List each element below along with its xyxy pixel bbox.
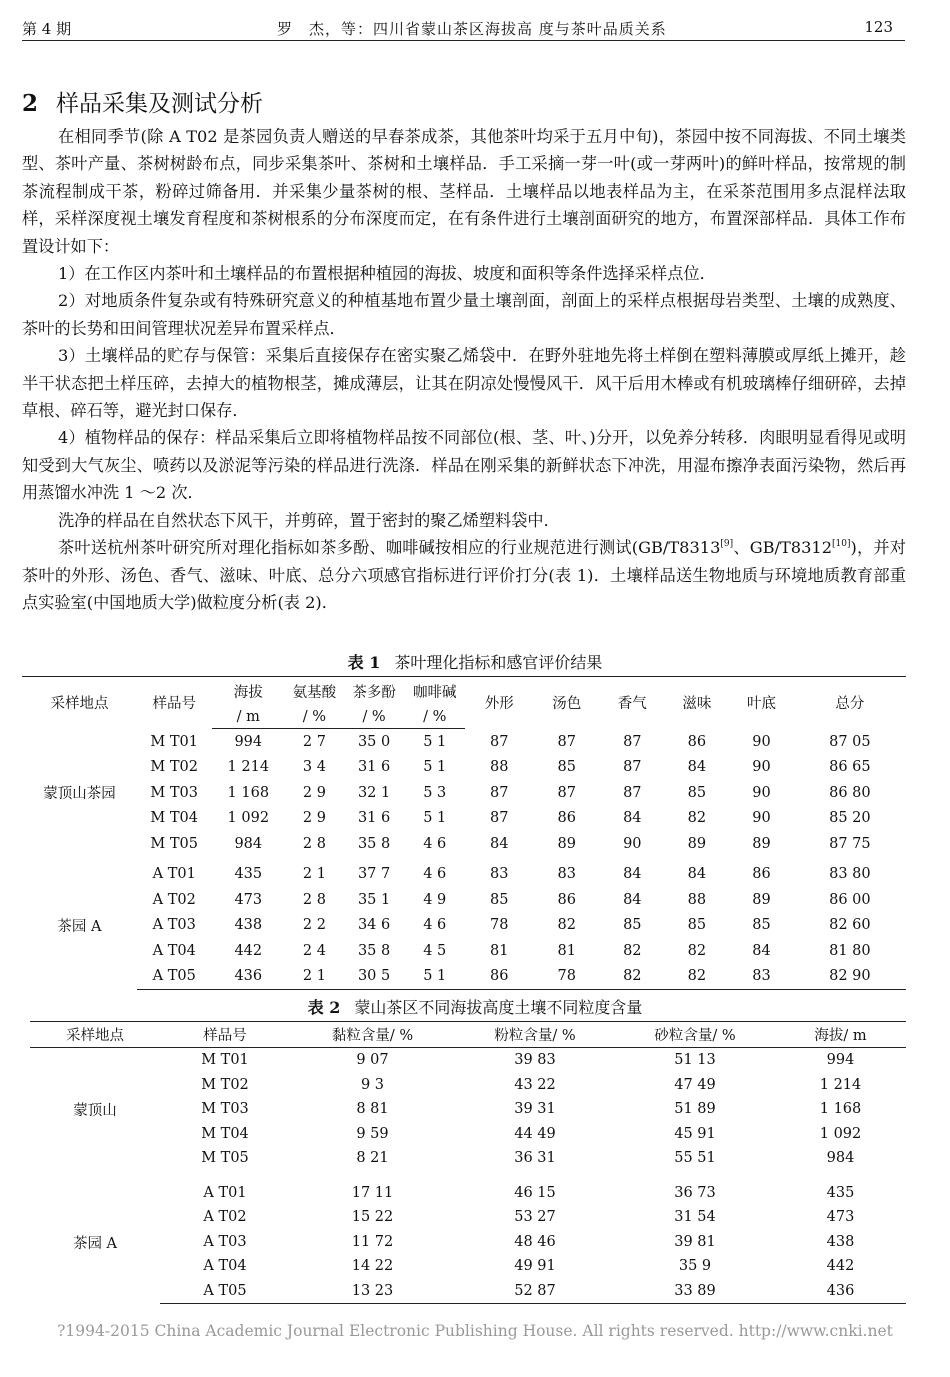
value-cell: 85 [557,759,576,776]
value-cell: 435 [826,1184,855,1201]
sample-id-cell: A T02 [152,891,196,908]
value-cell: 31 6 [357,810,391,827]
value-cell: 2 8 [302,835,326,852]
value-cell: 49 91 [514,1258,556,1275]
value-cell: 4 6 [423,835,447,852]
table-row [30,1254,906,1279]
value-cell: 55 51 [674,1150,716,1167]
value-cell: 442 [826,1258,855,1275]
sample-id-cell: M T05 [150,835,198,852]
table-row [22,780,906,806]
table-row [30,1279,906,1304]
value-cell: 2 4 [302,942,326,959]
citation[interactable]: [9] [720,539,734,550]
value-cell: 35 8 [357,835,391,852]
table2-label: 表 2 [307,998,341,1017]
value-cell: 13 23 [290,1279,455,1304]
value-cell: 84 [752,942,771,959]
value-cell: 81 [557,942,576,959]
value-cell: 39 83 [514,1052,556,1069]
citation[interactable]: [10] [832,539,851,550]
sample-id-cell: M T03 [201,1101,249,1118]
value-cell: 90 [623,835,642,852]
sample-id-cell: A T05 [160,1279,290,1304]
value-cell: 86 [557,891,576,908]
value-cell: 84 [687,866,707,883]
value-cell: 83 80 [829,866,871,883]
value-cell: 473 [826,1209,855,1226]
value-cell: 86 [465,964,533,990]
value-cell: 78 [490,917,509,934]
table-row [30,1048,906,1073]
value-cell: 89 [752,891,771,908]
value-cell: 8 81 [356,1101,389,1118]
value-cell: 53 27 [514,1209,556,1226]
value-cell: 46 15 [514,1184,556,1201]
value-cell: 1 092 [819,1125,862,1142]
value-cell: 5 3 [423,784,447,801]
value-cell: 90 [752,810,771,827]
col-header-aroma: 香气 [600,677,665,729]
value-cell: 4 6 [423,917,447,934]
paragraph: 洗净的样品在自然状态下风干，并剪碎，置于密封的聚乙烯塑料袋中． [58,510,560,530]
value-cell: 35 0 [357,733,391,750]
value-cell: 87 [490,784,509,801]
value-cell: 82 [600,964,665,990]
value-cell: 84 [623,866,642,883]
col-header-soup-color: 汤色 [533,677,600,729]
value-cell: 87 [623,784,642,801]
table-row [22,887,906,913]
col-header-leaf-bottom: 叶底 [729,677,794,729]
col-header-caffeine: 咖啡碱 [404,677,465,707]
section-heading [22,85,263,118]
col-header-clay: 黏粒含量/ % [290,1022,455,1048]
paragraph: 2）对地质条件复杂或有特殊研究意义的种植基地布置少量土壤剖面，剖面上的采样点根据母岩类型、土壤的成熟度、茶叶的长势和田间管理状况差异布置采样点． [22,291,906,338]
value-cell: 84 [687,759,707,776]
value-cell: 78 [533,964,600,990]
value-cell: 1 214 [227,759,270,776]
value-cell: 994 [234,733,263,750]
value-cell: 85 [752,917,771,934]
table1 [22,676,906,990]
value-cell: 87 [623,733,642,750]
value-cell: 438 [234,917,263,934]
table2-title: 蒙山茶区不同海拔高度土壤不同粒度含量 [354,998,643,1017]
table-row [30,1230,906,1255]
table1-body [22,729,906,990]
table2-caption [0,995,950,1018]
table-row [30,1205,906,1230]
paragraph-text: )，并对茶叶的外形、汤色、香气、滋味、叶底、总分六项感官指标进行评价打分(表 1)．土壤样品送生物地质与环境地质教育部重点实验室(中国地质大学)做粒度分析(表 2)． [22,538,906,612]
value-cell: 984 [234,835,263,852]
sample-id-cell: A T05 [137,964,212,990]
table-row [22,806,906,832]
table-row [22,831,906,857]
value-cell: 82 [687,942,707,959]
value-cell: 5 1 [423,733,447,750]
value-cell: 9 07 [356,1052,389,1069]
value-cell: 8 21 [356,1150,389,1167]
sample-id-cell: M T04 [150,810,198,827]
paragraph: 1）在工作区内茶叶和土壤样品的布置根据种植园的海拔、坡度和面积等条件选择采样点位． [58,264,716,284]
table-row [30,1181,906,1206]
sample-id-cell: A T04 [203,1258,247,1275]
value-cell: 87 [490,733,509,750]
value-cell: 30 5 [344,964,405,990]
value-cell: 2 1 [302,866,326,883]
value-cell: 1 092 [227,810,270,827]
sample-id-cell: M T03 [150,784,198,801]
col-header-shape: 外形 [465,677,533,729]
running-header [22,14,905,41]
value-cell: 85 20 [829,810,871,827]
value-cell: 3 4 [302,759,326,776]
value-cell: 36 73 [674,1184,716,1201]
table1-caption [0,650,950,673]
value-cell: 4 5 [423,942,447,959]
value-cell: 33 89 [615,1279,775,1304]
unit-percent: / % [285,706,344,729]
value-cell: 85 [687,784,707,801]
value-cell: 87 [623,759,642,776]
value-cell: 31 6 [357,759,391,776]
value-cell: 39 31 [514,1101,556,1118]
value-cell: 4 9 [423,891,447,908]
value-cell: 86 [752,866,771,883]
section-number: 2 [22,90,39,117]
value-cell: 2 2 [302,917,326,934]
value-cell: 1 168 [819,1101,862,1118]
table-row [22,938,906,964]
table-row [22,913,906,939]
value-cell: 51 89 [674,1101,716,1118]
value-cell: 89 [752,835,771,852]
table-row [22,964,906,990]
site-cell: 蒙顶山茶园 [43,786,116,802]
value-cell: 43 22 [514,1076,556,1093]
value-cell: 86 00 [829,891,871,908]
value-cell: 82 [665,964,730,990]
value-cell: 44 49 [514,1125,556,1142]
table1-title: 茶叶理化指标和感官评价结果 [394,653,603,672]
value-cell: 436 [775,1279,906,1304]
value-cell: 32 1 [357,784,391,801]
value-cell: 88 [490,759,509,776]
value-cell: 84 [623,891,642,908]
value-cell: 83 [557,866,576,883]
value-cell: 35 1 [357,891,391,908]
running-title: 罗 杰，等：四川省蒙山茶区海拔高 度与茶叶品质关系 [277,20,667,38]
value-cell: 82 [687,810,707,827]
value-cell: 2 9 [302,810,326,827]
col-header-site: 采样地点 [22,677,137,729]
value-cell: 85 [490,891,509,908]
value-cell: 4 6 [423,866,447,883]
table-row [30,1146,906,1171]
value-cell: 31 54 [674,1209,716,1226]
value-cell: 37 7 [357,866,391,883]
value-cell: 2 1 [285,964,344,990]
value-cell: 90 [752,784,771,801]
value-cell: 52 87 [455,1279,615,1304]
sample-id-cell: M T02 [150,759,198,776]
value-cell: 82 [557,917,576,934]
sample-id-cell: A T02 [203,1209,247,1226]
value-cell: 82 [623,942,642,959]
value-cell: 90 [752,759,771,776]
value-cell: 87 [557,733,576,750]
value-cell: 39 81 [674,1233,716,1250]
value-cell: 51 13 [674,1052,716,1069]
value-cell: 14 22 [351,1258,394,1275]
col-header-tea-polyphenol: 茶多酚 [344,677,405,707]
sample-id-cell: A T04 [152,942,196,959]
page-number: 123 [864,18,893,36]
col-header-sample: 样品号 [137,677,212,729]
unit-percent: / % [404,706,465,729]
site-cell: 茶园 A [57,919,102,935]
value-cell: 473 [234,891,263,908]
value-cell: 87 [557,784,576,801]
value-cell: 994 [826,1052,855,1069]
value-cell: 36 31 [514,1150,556,1167]
value-cell: 87 05 [829,733,871,750]
value-cell: 984 [826,1150,855,1167]
table1-label: 表 1 [347,653,381,672]
value-cell: 442 [234,942,263,959]
sample-id-cell: M T05 [201,1150,249,1167]
value-cell: 83 [490,866,509,883]
value-cell: 87 75 [829,835,871,852]
value-cell: 83 [729,964,794,990]
unit-percent: / % [344,706,405,729]
table-row [30,1073,906,1098]
col-header-silt: 粉粒含量/ % [455,1022,615,1048]
value-cell: 81 [490,942,509,959]
table-row [22,729,906,755]
value-cell: 82 60 [829,917,871,934]
col-header-amino-acid: 氨基酸 [285,677,344,707]
table-row [30,1097,906,1122]
value-cell: 87 [490,810,509,827]
table2-body [30,1048,906,1304]
paragraph-text: 、GB/T8312 [733,538,832,558]
col-header-sand: 砂粒含量/ % [615,1022,775,1048]
value-cell: 47 49 [674,1076,716,1093]
value-cell: 9 3 [360,1076,385,1093]
value-cell: 5 1 [404,964,465,990]
value-cell: 5 1 [423,759,447,776]
value-cell: 35 8 [357,942,391,959]
paragraph: 3）土壤样品的贮存与保管：采集后直接保存在密实聚乙烯袋中．在野外驻地先将土样倒在塑料薄膜或厚纸上摊开，趁半干状态把土样压碎，去掉大的植物根茎，摊成薄层，让其在阴凉处慢慢风干．风干后用木棒或有机玻璃棒仔细研碎，去掉草根、碎石等，避光封口保存． [22,346,906,421]
value-cell: 86 [687,733,707,750]
col-header-total: 总分 [794,677,906,729]
copyright-footer: ?1994-2015 China Academic Journal Electronic Publishing House. All rights reserved. http://www.cnki.net [57,1322,893,1340]
value-cell: 35 9 [678,1258,712,1275]
value-cell: 89 [687,835,707,852]
value-cell: 85 [623,917,642,934]
sample-id-cell: M T02 [201,1076,249,1093]
value-cell: 2 9 [302,784,326,801]
value-cell: 89 [557,835,576,852]
value-cell: 9 59 [356,1125,389,1142]
paragraph: 在相同季节(除 A T02 是茶园负责人赠送的早春茶成茶，其他茶叶均采于五月中旬)，茶园中按不同海拔、不同土壤类型、茶叶产量、茶树树龄布点，同步采集茶叶、茶树和土壤样品．手工采摘一芽一叶(或一芽两叶)的鲜叶样品，按常规的制茶流程制成干茶，粉碎过筛备用．并采集少量茶树的根、茎样品．土壤样品以地表样品为主，在采茶范围用多点混样法取样，采样深度视土壤发育程度和茶树根系的分布深度而定，在有条件进行土壤剖面研究的地方，布置深部样品．具体工作布置设计如下： [22,127,906,256]
value-cell: 17 11 [351,1184,394,1201]
col-header-taste: 滋味 [665,677,730,729]
col-header-altitude: 海拔/ m [775,1022,906,1048]
value-cell: 86 [557,810,576,827]
value-cell: 2 7 [302,733,326,750]
unit-altitude: / m [212,706,286,729]
paragraph [22,534,906,616]
site-cell: 茶园 A [72,1235,118,1252]
value-cell: 1 214 [819,1076,862,1093]
value-cell: 45 91 [674,1125,716,1142]
table-row [22,755,906,781]
sample-id-cell: A T03 [152,917,196,934]
value-cell: 85 [687,917,707,934]
col-header-sample: 样品号 [160,1022,290,1048]
value-cell: 82 90 [794,964,906,990]
value-cell: 436 [212,964,286,990]
value-cell: 34 6 [357,917,391,934]
value-cell: 15 22 [351,1209,394,1226]
value-cell: 84 [623,810,642,827]
sample-id-cell: A T01 [203,1184,247,1201]
sample-id-cell: A T01 [152,866,196,883]
value-cell: 81 80 [829,942,871,959]
value-cell: 86 80 [829,784,871,801]
issue-number: 第 4 期 [22,20,72,38]
col-header-site: 采样地点 [30,1022,160,1048]
value-cell: 1 168 [227,784,270,801]
paragraph-text: 茶叶送杭州茶叶研究所对理化指标如茶多酚、咖啡碱按相应的行业规范进行测试(GB/T8313 [58,538,721,558]
paragraph: 4）植物样品的保存：样品采集后立即将植物样品按不同部位(根、茎、叶、)分开，以免养分转移．肉眼明显看得见或明知受到大气灰尘、喷药以及淤泥等污染的样品进行洗涤．样品在刚采集的新鲜状态下冲洗，用湿布擦净表面污染物，然后再用蒸馏水冲洗 1 ～2 次． [22,428,906,503]
value-cell: 2 8 [302,891,326,908]
value-cell: 435 [234,866,263,883]
section-title: 样品采集及测试分析 [56,91,264,117]
value-cell: 48 46 [514,1233,556,1250]
site-cell: 蒙顶山 [73,1102,117,1119]
col-header-altitude: 海拔 [212,677,286,707]
sample-id-cell: M T01 [150,733,198,750]
value-cell: 5 1 [423,810,447,827]
value-cell: 84 [490,835,509,852]
sample-id-cell: M T01 [201,1052,249,1069]
table-row [22,862,906,888]
sample-id-cell: A T03 [203,1233,247,1250]
table2 [30,1021,906,1304]
value-cell: 11 72 [351,1233,394,1250]
value-cell: 438 [826,1233,855,1250]
value-cell: 90 [752,733,771,750]
value-cell: 86 65 [829,759,871,776]
body-text [22,123,906,616]
value-cell: 88 [687,891,707,908]
sample-id-cell: M T04 [201,1125,249,1142]
table-row [30,1122,906,1147]
